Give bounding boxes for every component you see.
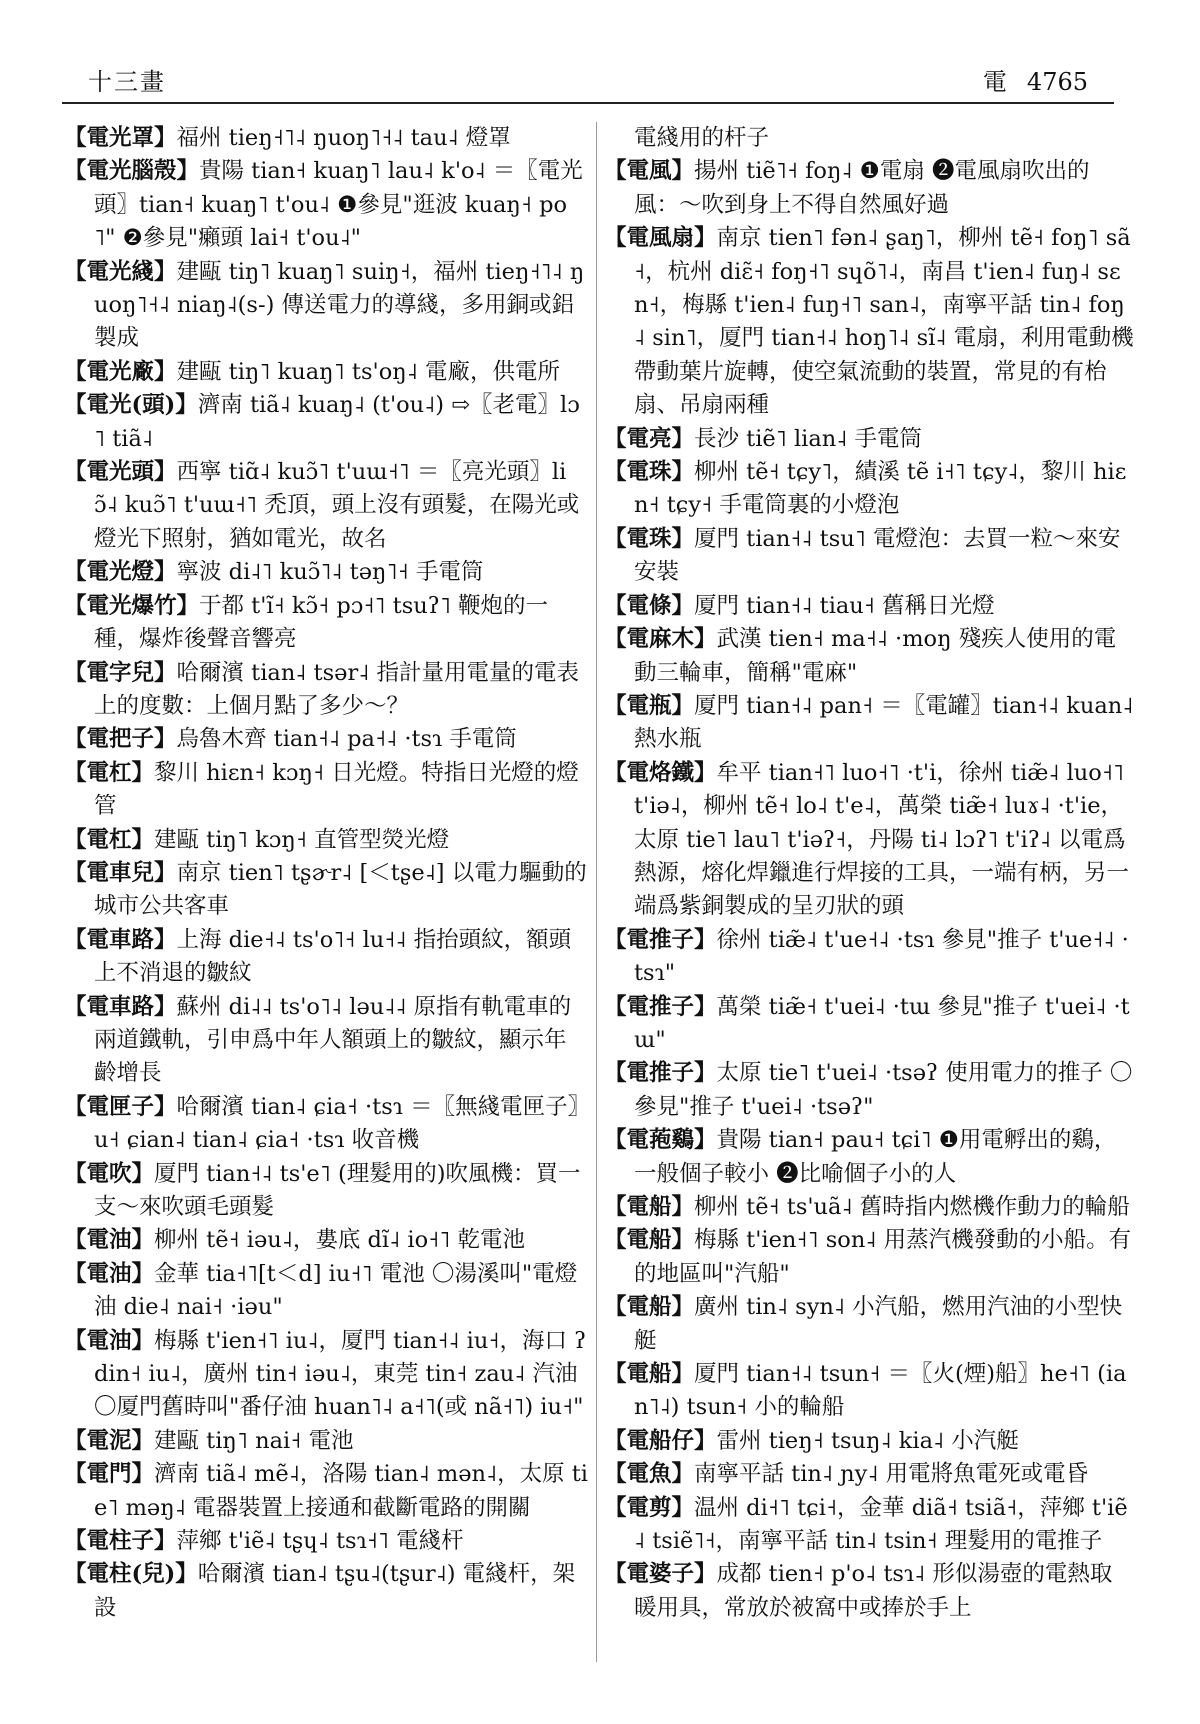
dictionary-entry (64, 757, 588, 824)
dictionary-entry (604, 155, 1134, 222)
dictionary-entry (64, 924, 588, 991)
entry-headword: 【電珠】 (604, 459, 695, 486)
dictionary-entry (64, 456, 588, 556)
entry-headword: 【電車路】 (64, 926, 177, 953)
dictionary-entry (604, 924, 1134, 991)
entry-definition: 温州 di˧˥ tɕi˧，金華 diã˧ tsiã˧，萍鄉 t'iẽ˨ tsiẽ˥˧，南寧平話 tin˨ tsin˧ 理髮用的電推子 (634, 1494, 1128, 1555)
dictionary-entry (604, 623, 1134, 690)
entry-definition: 厦門 tian˧˨ tsu˥ 電燈泡：去買一粒～來安安裝 (634, 525, 1121, 586)
entry-headword: 【電油】 (64, 1260, 155, 1287)
dictionary-entry (64, 857, 588, 924)
entry-headword: 【電風】 (604, 158, 695, 185)
dictionary-entry (604, 1124, 1134, 1191)
entry-definition: 徐州 tiæ̃˨ t'ue˧˨ ·tsɿ 參見"推子 t'ue˧˨ ·tsɿ" (634, 926, 1129, 987)
dictionary-entry (64, 389, 588, 456)
entry-definition: 貴陽 tian˧ kuaŋ˥ lau˨ k'o˨ ＝〖電光頭〗tian˧ kuaŋ˥ t'ou˨ ❶參見"逛波 kuaŋ˧ po˥" ❷參見"癩頭 lai˧ t'ou˨" (94, 158, 583, 252)
entry-definition: 南京 tien˥ fən˨ ʂaŋ˥，柳州 tẽ˧ foŋ˥ sã˧，杭州 diɛ̃˧ foŋ˧˥ sɥõ˥˨，南昌 t'ien˨ fuŋ˨ sɛn˧，梅縣 t'ien˨ fuŋ˧˥ san˨，南寧平話 tin˨ foŋ˨ sin˥，厦門 tian˧˨ hoŋ˥˨ sĩ˨ 電扇，利用電動機帶動葉片旋轉，使空氣流動的裝置，常見的有枱扇、吊扇兩種 (634, 225, 1134, 419)
entry-headword: 【電杠】 (64, 759, 155, 786)
page-number: 4765 (1026, 68, 1088, 96)
dictionary-entry (64, 556, 588, 589)
entry-definition: 牟平 tian˧˥ luo˧˥ ·t'i，徐州 tiæ̃˨ luo˧˥ t'iə˨，柳州 tẽ˧ lo˨ t'e˨，萬榮 tiæ̃˧ luɤ˨ ·t'ie，太原 tie˥ lau˥ t'iəʔ˧，丹陽 ti˨ lɔʔ˥ t'iʔ˨ 以電爲熱源，熔化焊鑞進行焊接的工具，一端有柄，另一端爲紫銅製成的呈刃狀的頭 (634, 759, 1130, 920)
entry-headword: 【電光綫】 (64, 258, 177, 285)
dictionary-entry (64, 1558, 588, 1625)
entry-definition: 建甌 tiŋ˥ nai˧ 電池 (154, 1427, 354, 1454)
dictionary-entry (604, 1291, 1134, 1358)
entry-headword: 【電婆子】 (604, 1561, 717, 1588)
entry-headword: 【電條】 (604, 592, 695, 619)
dictionary-entry (64, 657, 588, 724)
entry-definition: 金華 tia˧˥[t＜d] iu˧˥ 電池 〇湯溪叫"電燈油 die˨ nai˧ ·iəu" (94, 1260, 578, 1321)
dictionary-entry (604, 991, 1134, 1058)
dictionary-entry (64, 723, 588, 756)
entry-headword: 【電菢鷄】 (604, 1127, 717, 1154)
entry-definition: 萬榮 tiæ̃˧ t'uei˨ ·tɯ 參見"推子 t'uei˨ ·tɯ" (634, 993, 1130, 1053)
entry-headword: 【電剪】 (604, 1494, 695, 1521)
entry-definition: 西寧 tiɑ̃˨ kuɔ̃˥ t'uɯ˧˥ ＝〖亮光頭〗liɔ̃˨ kuɔ̃˥ t'uɯ˧˥ 禿頂，頭上沒有頭髮，在陽光或燈光下照射，猶如電光，故名 (94, 459, 580, 552)
entry-headword: 【電麻木】 (604, 626, 717, 653)
entry-headword: 【電風扇】 (604, 225, 717, 252)
entry-headword: 【電匣子】 (64, 1093, 177, 1120)
entry-definition: 雷州 tieŋ˧ tsuŋ˨ kia˨ 小汽艇 (716, 1427, 1019, 1454)
dictionary-entry (64, 155, 588, 255)
entry-headword: 【電船】 (604, 1227, 695, 1254)
dictionary-entry (64, 1258, 588, 1325)
dictionary-entry (604, 1224, 1134, 1291)
entry-headword: 【電油】 (64, 1227, 155, 1254)
entry-headword: 【電船】 (604, 1361, 695, 1388)
dictionary-entry (64, 1224, 588, 1257)
entry-headword: 【電推子】 (604, 993, 717, 1020)
entry-definition: 柳州 tẽ˧ iəu˨，婁底 dĩ˨ io˧˥ 乾電池 (154, 1227, 525, 1254)
entry-headword: 【電門】 (64, 1461, 155, 1488)
header-character: 電 (982, 68, 1007, 96)
dictionary-entry (604, 1057, 1134, 1124)
entry-headword: 【電推子】 (604, 1060, 717, 1087)
entry-definition: 成都 tien˧ p'o˨ tsɿ˨ 形似湯壺的電熱取暖用具，常放於被窩中或捧於手上 (634, 1561, 1113, 1621)
entry-definition: 于都 t'ĩ˧ kɔ̃˧ pɔ˧˥ tsuʔ˥ 鞭炮的一種，爆炸後聲音響亮 (94, 592, 549, 653)
entry-definition: 濟南 tiã˨ kuaŋ˨ (t'ou˨) ⇨〖老電〗lɔ˥ tiã˨ (94, 392, 580, 452)
dictionary-entry (604, 456, 1134, 523)
dictionary-entry (604, 1492, 1134, 1559)
entry-headword: 【電光(頭)】 (64, 392, 198, 419)
dictionary-entry (604, 590, 1134, 623)
dictionary-entry (64, 590, 588, 657)
entry-definition: 貴陽 tian˧ pau˧ tɕi˥ ❶用電孵出的鷄，一般個子較小 ❷比喻個子小的人 (634, 1127, 1117, 1187)
entry-headword: 【電泥】 (64, 1427, 155, 1454)
dictionary-entry (604, 1458, 1134, 1491)
entry-headword: 【電把子】 (64, 726, 177, 753)
entry-definition: 建甌 tiŋ˥ kuaŋ˥ suiŋ˧，福州 tieŋ˧˥˨ ŋuoŋ˥˧˨ niaŋ˨(s-) 傳送電力的導綫，多用銅或鋁製成 (94, 258, 585, 352)
entry-headword: 【電柱(兒)】 (64, 1561, 198, 1588)
dictionary-entry (604, 1191, 1134, 1224)
dictionary-entry (64, 122, 588, 155)
entry-definition: 柳州 tẽ˧ ts'uã˨ 舊時指内燃機作動力的輪船 (694, 1194, 1130, 1220)
entry-headword: 【電光頭】 (64, 459, 177, 486)
entry-headword: 【電柱子】 (64, 1528, 177, 1555)
entry-definition: 哈爾濱 tian˨ tʂu˨(tʂur˨) 電綫杆，架設 (94, 1561, 576, 1621)
dictionary-entry (604, 423, 1134, 456)
entry-definition: 太原 tie˥ t'uei˨ ·tsəʔ 使用電力的推子 〇參見"推子 t'uei˨ ·tsəʔ" (634, 1060, 1133, 1120)
entry-headword: 【電亮】 (604, 425, 695, 452)
entry-definition: 柳州 tẽ˧ tɕy˥，績溪 tẽ i˧˥ tɕy˨，黎川 hiɛn˧ tɕy˧ 手電筒裏的小燈泡 (634, 459, 1127, 519)
entry-headword: 【電光廠】 (64, 358, 177, 385)
entry-headword: 【電烙鐵】 (604, 759, 717, 786)
dictionary-entry (604, 523, 1134, 590)
entry-headword: 【電油】 (64, 1327, 155, 1354)
entry-definition: 上海 die˧˨ ts'o˥˧ lu˧˨ 指抬頭紋，額頭上不消退的皺紋 (94, 926, 572, 987)
dictionary-entry (604, 1358, 1134, 1425)
page-heading (983, 62, 1088, 97)
dictionary-entry (64, 256, 588, 356)
entry-definition: 烏魯木齊 tian˧˨ pa˧˨ ·tsɿ 手電筒 (176, 726, 517, 753)
entry-definition: 南京 tien˥ tʂɚr˨ [＜tʂe˨] 以電力驅動的城市公共客車 (94, 859, 587, 920)
entry-headword: 【電吹】 (64, 1160, 155, 1187)
entry-definition: 厦門 tian˧˨ tiau˧ 舊稱日光燈 (694, 592, 995, 619)
entry-headword: 【電船】 (604, 1194, 695, 1220)
entry-definition: 電綫用的杆子 (634, 125, 770, 151)
page-header (62, 58, 1114, 104)
dictionary-entry (64, 1458, 588, 1525)
entry-headword: 【電車路】 (64, 993, 177, 1020)
entry-headword: 【電光腦殼】 (64, 158, 200, 185)
section-label: 十三畫 (88, 68, 166, 96)
dictionary-entry (64, 1158, 588, 1225)
entry-headword: 【電瓶】 (604, 692, 695, 719)
dictionary-entry (64, 1525, 588, 1558)
entry-definition: 厦門 tian˧˨ pan˧ ＝〖電罐〗tian˧˨ kuan˨ 熱水瓶 (634, 692, 1134, 753)
entry-headword: 【電光爆竹】 (64, 592, 200, 619)
entry-headword: 【電魚】 (604, 1461, 695, 1488)
entry-definition: 廣州 tin˨ syn˨ 小汽船，燃用汽油的小型快艇 (634, 1294, 1123, 1354)
entry-definition: 厦門 tian˧˨ tsun˧ ＝〖火(煙)船〗he˧˥ (ian˥˨) tsun˧ 小的輪船 (634, 1361, 1127, 1421)
entry-definition: 福州 tieŋ˧˥˨ ŋuoŋ˥˧˨ tau˨ 燈罩 (176, 125, 511, 151)
entry-definition: 黎川 hiɛn˧ kɔŋ˧ 日光燈。特指日光燈的燈管 (94, 759, 579, 820)
entry-headword: 【電杠】 (64, 826, 155, 853)
entry-definition: 濟南 tiã˨ mẽ˨，洛陽 tian˨ mən˨，太原 tie˥ məŋ˨ 電器裝置上接通和截斷電路的開關 (94, 1461, 588, 1521)
entry-definition: 哈爾濱 tian˨ ɕia˧ ·tsɿ ＝〖無綫電匣子〗u˧ ɕian˨ tian˨ ɕia˧ ·tsɿ 收音機 (94, 1093, 579, 1154)
entry-definition: 梅縣 t'ien˧˥ iu˨，厦門 tian˧˨ iu˧，海口 ʔdin˧ iu˨，廣州 tin˧ iəu˨，東莞 tin˧ zau˨ 汽油 〇厦門舊時叫"番仔油 huan˥˨ a˧˥(或 nã˧˥) iu˧" (94, 1327, 587, 1421)
entry-definition: 揚州 tiẽ˥˧ foŋ˨ ❶電扇 ❷電風扇吹出的風：～吹到身上不得自然風好過 (634, 158, 1090, 218)
entry-definition: 長沙 tiẽ˥ lian˨ 手電筒 (694, 425, 923, 452)
entry-headword: 【電推子】 (604, 926, 717, 953)
entry-headword: 【電船】 (604, 1294, 695, 1321)
dictionary-entry (604, 757, 1134, 924)
entry-definition: 梅縣 t'ien˧˥ son˨ 用蒸汽機發動的小船。有的地區叫"汽船" (634, 1227, 1132, 1287)
entry-definition: 厦門 tian˧˨ ts'e˥ (理髮用的)吹風機：買一支～來吹頭毛頭髮 (94, 1160, 581, 1220)
entry-definition: 建甌 tiŋ˥ kuaŋ˥ ts'oŋ˨ 電廠，供電所 (176, 358, 560, 385)
entry-definition: 寧波 di˨˥ kuɔ̃˥˨ təŋ˥˧ 手電筒 (176, 559, 484, 586)
entry-headword: 【電字兒】 (64, 659, 177, 686)
dictionary-entry (604, 122, 1134, 155)
dictionary-entry (64, 1425, 588, 1458)
dictionary-entry (604, 1425, 1134, 1458)
dictionary-entry (604, 1558, 1134, 1625)
dictionary-entry (64, 1325, 588, 1425)
entry-definition: 哈爾濱 tian˨ tsər˨ 指計量用電量的電表上的度數：上個月點了多少～？ (94, 659, 579, 719)
entry-definition: 蘇州 di˨˨ ts'o˥˨ ləu˨˨ 原指有軌電車的兩道鐵軌，引申爲中年人額頭上的皺紋，顯示年齡增長 (94, 993, 572, 1087)
dictionary-entry (604, 222, 1134, 422)
entry-headword: 【電珠】 (604, 525, 695, 552)
entry-headword: 【電車兒】 (64, 859, 177, 886)
dictionary-entry (64, 824, 588, 857)
entry-headword: 【電光燈】 (64, 559, 177, 586)
dictionary-entry (64, 356, 588, 389)
entry-headword: 【電光罩】 (64, 125, 177, 151)
dictionary-entry (64, 1091, 588, 1158)
entry-headword: 【電船仔】 (604, 1427, 717, 1454)
dictionary-entry (64, 991, 588, 1091)
entry-definition: 南寧平話 tin˨ ɲy˨ 用電將魚電死或電昏 (694, 1461, 1089, 1488)
entry-definition: 萍鄉 t'iẽ˨ tʂɥ˨ tsɿ˧˥ 電綫杆 (176, 1528, 464, 1555)
right-column (604, 122, 1134, 1625)
column-divider (596, 122, 597, 1662)
entry-definition: 建甌 tiŋ˥ kɔŋ˧ 直管型熒光燈 (154, 826, 450, 853)
entry-definition: 武漢 tien˧ ma˧˨ ·moŋ 殘疾人使用的電動三輪車，簡稱"電麻" (634, 626, 1117, 686)
dictionary-entry (604, 690, 1134, 757)
left-column (64, 122, 588, 1625)
